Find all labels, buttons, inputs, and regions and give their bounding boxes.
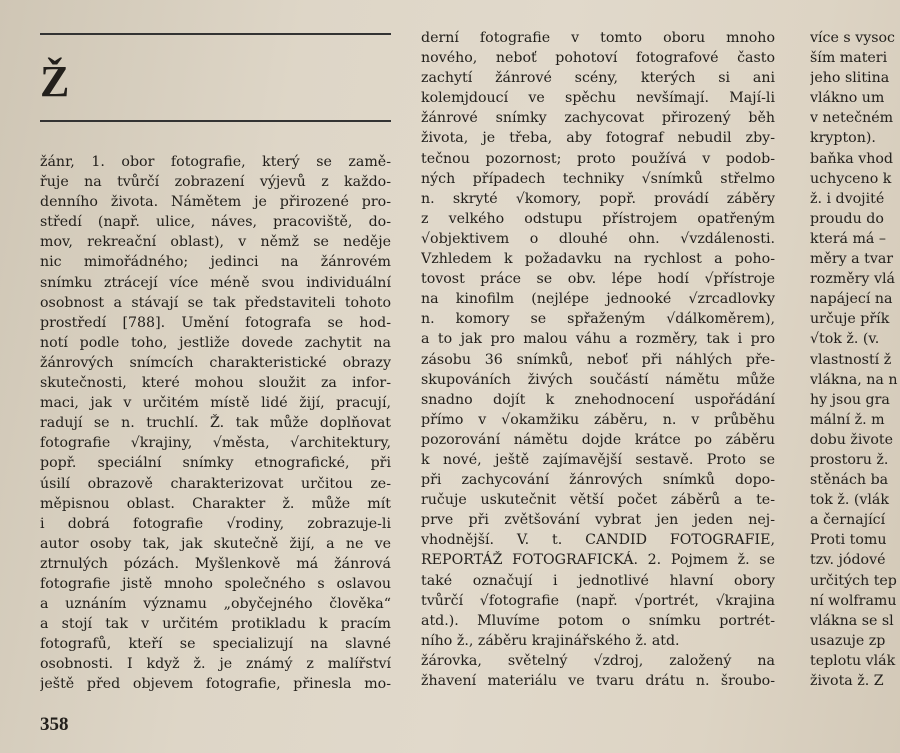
text-line: ž. i dvojité (810, 190, 885, 207)
text-line: fotografie jistě mnoho společného s oslavou (40, 575, 391, 592)
text-line: která má – (810, 230, 886, 247)
text-line: na kinofilm (nejlépe jednooké √zrcadlovky (421, 291, 775, 308)
text-line: REPORTÁŽ FOTOGRAFICKÁ. 2. Pojmem ž. se (421, 552, 775, 569)
top-rule (40, 33, 391, 35)
text-line: baňka vhod (810, 150, 894, 167)
text-line: hy jsou gra (810, 391, 890, 408)
text-line: přímo v √okamžiku záběru, n. v průběhu (421, 411, 775, 428)
text-line: k nové, ještě zajímavější sestavě. Proto se (421, 451, 775, 468)
text-line: tok ž. (vlák (810, 492, 889, 509)
text-line: fotografů, kteří se specializují na slavné (40, 636, 391, 653)
text-line: a černající (810, 512, 886, 529)
text-line: Vzhledem k požadavku na rychlost a poho- (421, 251, 775, 268)
text-line: teplotu vlák (810, 652, 896, 669)
text-line: žánr, 1. obor fotografie, který se zamě- (40, 154, 391, 170)
text-line: z velkého odstupu přístrojem opatřeným (421, 210, 775, 227)
text-line: tvůrčí √fotografie (např. √portrét, √krajina (421, 592, 775, 609)
text-line: proudu do (810, 210, 884, 227)
text-line: v netečném (810, 110, 894, 127)
text-line: měry a tvar (810, 251, 894, 268)
text-line: života, je třeba, aby fotograf nebudil zby- (421, 130, 775, 147)
text-line: jeho slitina (810, 70, 890, 87)
text-line: tovost práce se obv. lépe hodí √přístroje (421, 271, 775, 288)
text-line: osobnosti. I když ž. je známý z malířství (40, 656, 391, 673)
text-line: denního života. Námětem je přirozené pro- (40, 194, 391, 211)
text-line: středí (např. ulice, náves, pracoviště, do- (40, 214, 391, 231)
text-line: osobnost a stávají se tak představiteli tohoto (40, 294, 391, 311)
bottom-rule (40, 120, 391, 122)
text-line: vlákna, na n (810, 371, 898, 388)
text-column-right (810, 28, 900, 691)
text-line: skupováních živých součástí námětu může (421, 371, 775, 388)
text-line: měpisnou oblast. Charakter ž. může mít (40, 495, 391, 512)
text-line: ším materi (810, 50, 888, 67)
text-column-left (40, 152, 391, 695)
text-line: skutečnosti, které mohou sloužit za infor- (40, 375, 391, 392)
text-line: i dobrá fotografie √rodiny, zobrazuje-li (40, 515, 391, 532)
text-line: atd.). Mluvíme potom o snímku portrét- (421, 612, 775, 629)
text-line: vlastností ž (810, 351, 892, 368)
text-line: tečnou pozornost; proto používá v podob- (421, 150, 775, 167)
text-line: tzv. jódové (810, 552, 886, 569)
text-line: vlákna se sl (810, 612, 894, 629)
text-line: ještě před objevem fotografie, přinesla mo- (40, 676, 391, 693)
text-line: a stojí tak v určitém protikladu k pracím (40, 616, 391, 633)
text-line: ručuje uskutečnit větší počet záběrů a te- (421, 492, 775, 509)
text-line: usazuje zp (810, 632, 886, 649)
text-line: prve při zvětšování vybrat jen jeden nej- (421, 512, 775, 529)
text-line: rozměry vlá (810, 271, 895, 288)
text-line: √objektivem o dlouhé ohn. √vzdálenosti. (421, 230, 775, 247)
text-line: mální ž. m (810, 411, 885, 428)
text-line: radují se n. truchlí. Ž. tak může doplňovat (40, 415, 391, 432)
text-line: prostředí [788]. Umění fotografa se hod- (40, 314, 391, 331)
text-line: maci, jak v určitém místě lidé žijí, pracují, (40, 395, 391, 412)
text-line: ní wolframu (810, 592, 897, 609)
text-line: uchyceno k (810, 170, 892, 187)
text-line: fotografie √krajiny, √města, √architektury, (40, 435, 391, 452)
text-line: vlákno um (810, 90, 885, 107)
text-line: ního ž., záběru krajinářského ž. atd. (421, 632, 680, 649)
text-line: a uznáním významu „obyčejného člověka“ (40, 596, 391, 613)
text-line: napájecí na (810, 291, 893, 308)
text-line: krypton). (810, 130, 876, 147)
text-line: mov, rekreační oblast), v němž se neděje (40, 234, 391, 251)
text-line: při zachycování žánrových snímků dopo- (421, 472, 775, 489)
text-line: kolemjdoucí ve spěchu nevšímají. Mají-li (421, 90, 775, 107)
text-line: n. skryté √komory, popř. provádí záběry (421, 190, 775, 207)
text-line: prostoru ž. (810, 451, 889, 468)
text-line: autor osoby tak, jak skutečně žijí, a ne ve (40, 535, 391, 552)
text-line: více s vysoc (810, 30, 895, 46)
text-line: žánrových snímcích charakteristické obrazy (40, 354, 391, 371)
text-line: nového, neboť pohotoví fotografové často (421, 50, 775, 67)
text-line: derní fotografie v tomto oboru mnoho (421, 30, 775, 46)
text-line: úsilí obrazově charakterizovat určitou ze- (40, 475, 391, 492)
text-line: určitých tep (810, 572, 897, 589)
text-line: n. komory se spřaženým √dálkoměrem), (421, 311, 775, 328)
text-line: určuje přík (810, 311, 890, 328)
text-line: snímku ztrácejí více méně svou individuální (40, 274, 391, 291)
text-line: √tok ž. (v. (810, 331, 880, 348)
text-line: popř. speciální snímky etnografické, při (40, 455, 391, 472)
text-line: Proti tomu (810, 532, 887, 549)
text-line: zachytí žánrové scény, kterých si ani (421, 70, 775, 87)
text-line: řuje na tvůrčí zobrazení výjevů z každo- (40, 174, 391, 191)
page-number: 358 (40, 714, 69, 735)
text-line: ných případech techniky √snímků střelmo (421, 170, 775, 187)
text-line: pozorování námětu dojde krátce po záběru (421, 431, 775, 448)
text-line: žánrové snímky zachycovat přirozený běh (421, 110, 775, 127)
text-line: žhavení materiálu ve tvaru drátu n. šroubo- (421, 673, 775, 689)
text-line: zásobu 36 snímků, neboť při náhlých pře- (421, 351, 775, 368)
text-line: nic mimořádného; jedinci na žánrovém (40, 254, 391, 271)
section-letter: Ž (40, 57, 70, 106)
text-line: života ž. Z (810, 673, 884, 689)
text-line: a to jak pro malou váhu a rozměry, tak i pro (421, 331, 775, 348)
text-line: vhodnější. V. t. CANDID FOTOGRAFIE, (421, 532, 775, 549)
text-line: notí podle toho, jestliže dovede zachytit na (40, 334, 391, 351)
text-line: také označují i jednotlivé hlavní obory (421, 572, 775, 589)
text-column-middle (421, 28, 775, 691)
text-line: stěnách ba (810, 472, 889, 489)
text-line: ztrnulých pózách. Myšlenkově má žánrová (40, 555, 391, 572)
text-line: snadno dojít k znehodnocení uspořádání (421, 391, 775, 408)
text-line: žárovka, světelný √zdroj, založený na (421, 652, 775, 669)
text-line: dobu živote (810, 431, 894, 448)
